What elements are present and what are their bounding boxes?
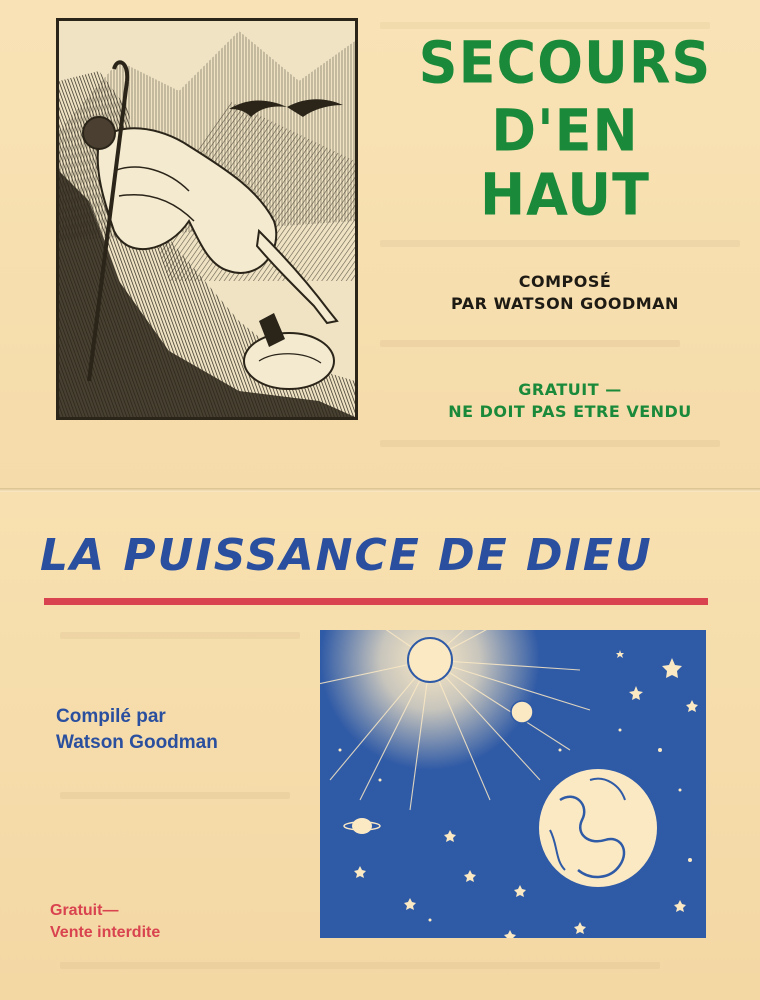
title-line-1: SECOURS (418, 28, 712, 97)
compiled-label: Compilé par (56, 706, 166, 727)
free-notice-line-2: NE DOIT PAS ETRE VENDU (448, 402, 692, 421)
space-illustration (320, 630, 706, 938)
tract-card-top (0, 0, 760, 490)
tract-card-bottom (0, 492, 760, 1000)
page-title: LA PUISSANCE DE DIEU (40, 530, 653, 581)
title-underline (44, 598, 708, 605)
free-notice-line-1: GRATUIT — (518, 380, 622, 399)
space-graphic (320, 630, 706, 938)
moon-icon (511, 701, 533, 723)
free-notice-line-2: Vente interdite (50, 924, 161, 941)
title-line-2: D'EN (491, 96, 639, 165)
free-notice-line-1: Gratuit— (50, 902, 119, 919)
composed-label: COMPOSÉ (518, 272, 612, 291)
title-line-3: HAUT (479, 160, 650, 229)
compiled-author: Watson Goodman (56, 732, 218, 753)
shepherd-illustration (56, 18, 358, 420)
earth-icon (538, 768, 658, 888)
composed-author: PAR WATSON GOODMAN (451, 294, 679, 313)
shepherd-etching-graphic (59, 21, 355, 417)
